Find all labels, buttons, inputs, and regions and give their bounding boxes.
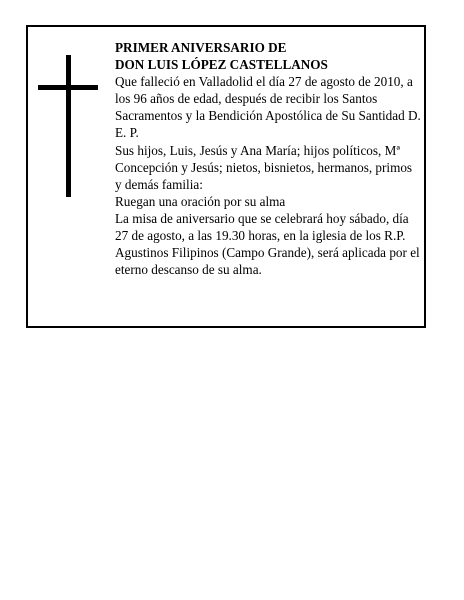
notice-heading-line1: PRIMER ANIVERSARIO DE bbox=[115, 40, 287, 55]
death-info: Que falleció en Valladolid el día 27 de agosto de 2010, a los 96 años de edad, después de recibir los Santos Sacramentos y la Bendición Apostólica de Su Santidad D. E. P. bbox=[115, 74, 421, 141]
notice-text bbox=[115, 39, 421, 278]
notice-heading-line2: DON LUIS LÓPEZ CASTELLANOS bbox=[115, 57, 328, 73]
cross-icon bbox=[38, 55, 98, 197]
cross-vertical-bar bbox=[66, 55, 71, 197]
mass-info: La misa de aniversario que se celebrará hoy sábado, día 27 de agosto, a las 19.30 horas, en la iglesia de los R.P. Agustinos Filipinos (Campo Grande), será aplicada por el eterno descanso de su alma. bbox=[115, 210, 420, 278]
prayer-request: Ruegan una oración por su alma bbox=[115, 193, 286, 209]
obituary-notice bbox=[26, 25, 426, 328]
cross-horizontal-bar bbox=[38, 85, 98, 90]
family-list: Sus hijos, Luis, Jesús y Ana María; hijos políticos, Mª Concepción y Jesús; nietos, bisnietos, hermanos, primos y demás familia: bbox=[115, 142, 413, 192]
